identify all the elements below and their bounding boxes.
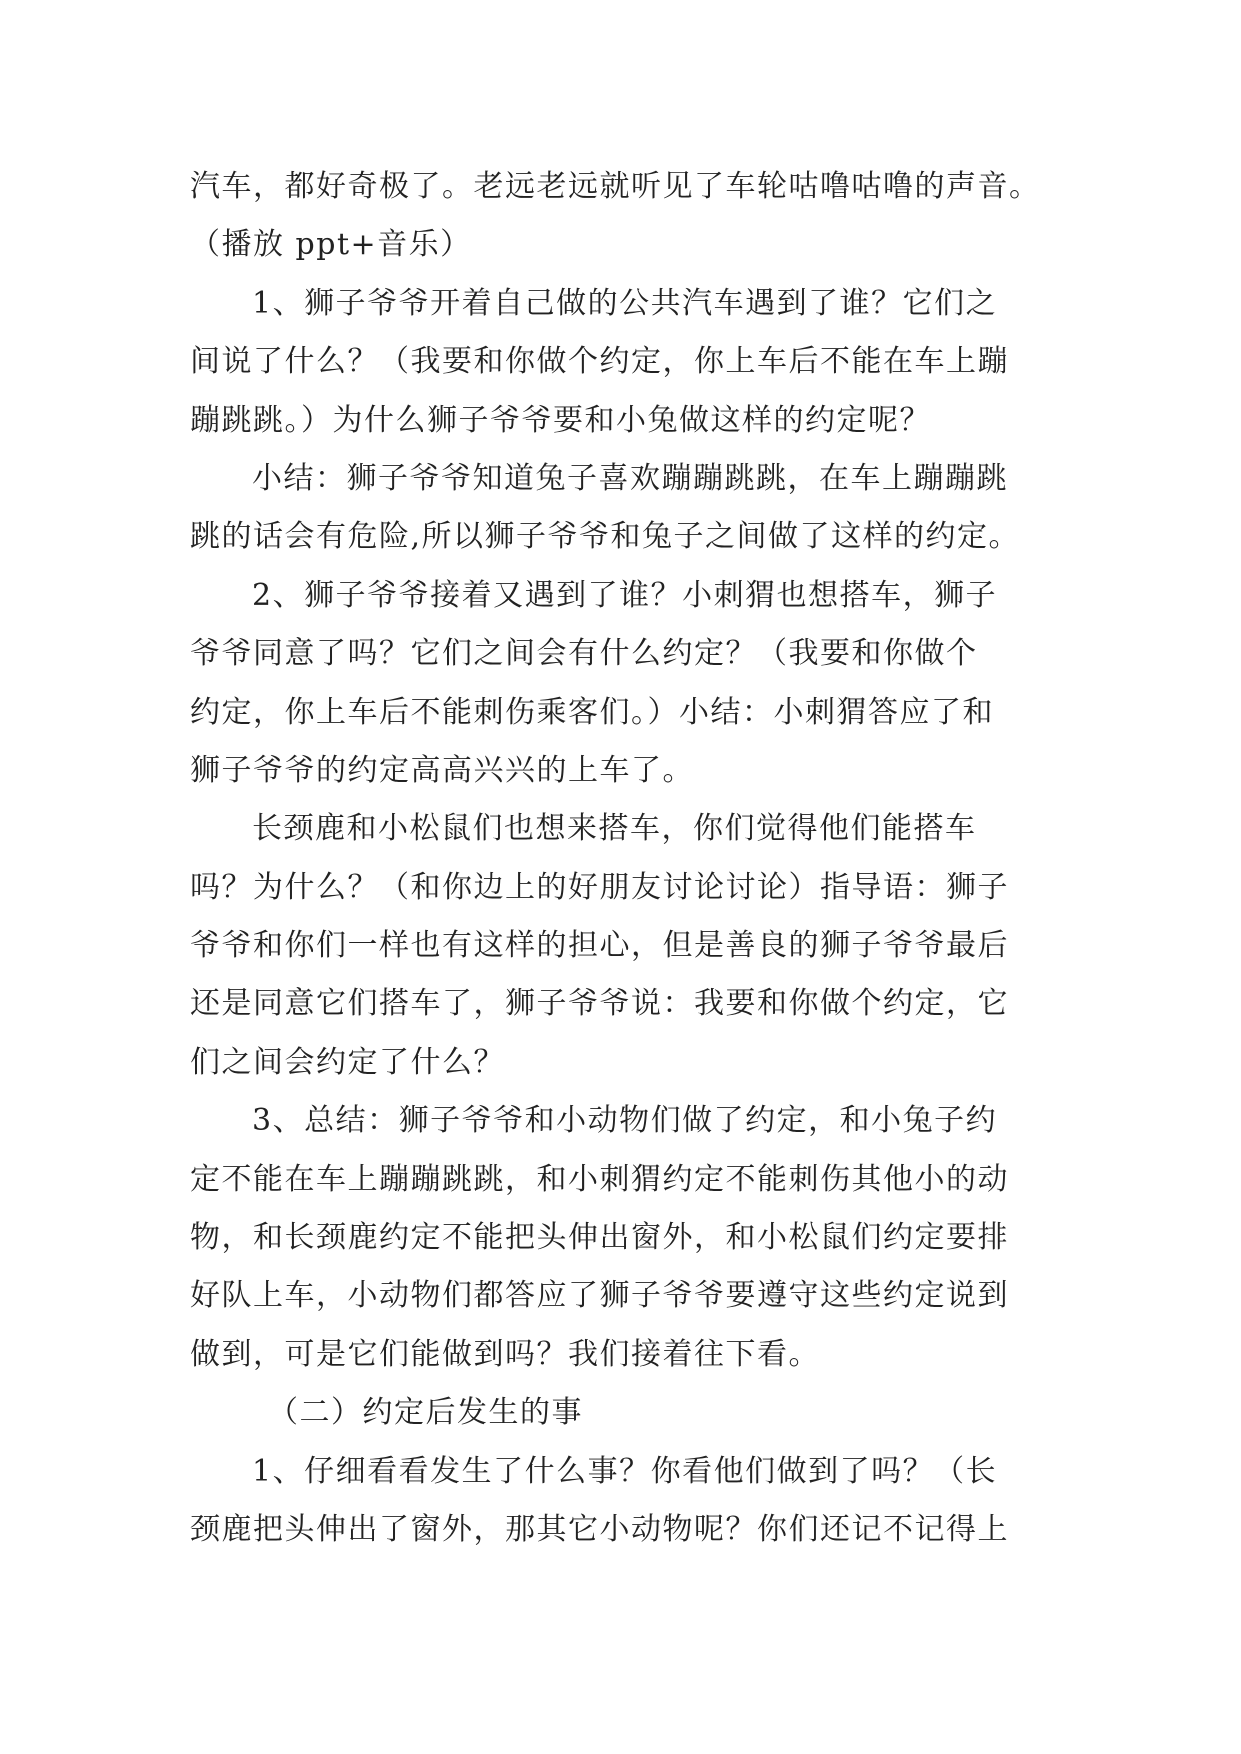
document-page (190, 158, 1048, 1559)
text-line: 汽车，都好奇极了。老远老远就听见了车轮咕噜咕噜的声音。 (190, 169, 1041, 204)
text-line: 约定，你上车后不能刺伤乘客们。）小结：小刺猬答应了和 (190, 694, 994, 730)
text-line: 定不能在车上蹦蹦跳跳，和小刺猬约定不能刺伤其他小的动 (190, 1161, 1009, 1197)
text-line: 还是同意它们搭车了，狮子爷爷说：我要和你做个约定，它 (190, 986, 1009, 1022)
text-line: 们之间会约定了什么？ (190, 1044, 505, 1080)
text-line: 3、总结：狮子爷爷和小动物们做了约定，和小兔子约 (252, 1103, 998, 1139)
text-line: 长颈鹿和小松鼠们也想来搭车，你们觉得他们能搭车 (252, 811, 977, 847)
text-line: 跳的话会有危险,所以狮子爷爷和兔子之间做了这样的约定。 (190, 519, 1021, 555)
text-line: 狮子爷爷的约定高高兴兴的上车了。 (190, 752, 694, 788)
text-line: 好队上车，小动物们都答应了狮子爷爷要遵守这些约定说到 (190, 1278, 1009, 1314)
text-line: 颈鹿把头伸出了窗外，那其它小动物呢？你们还记不记得上 (190, 1511, 1009, 1547)
text-line: 物，和长颈鹿约定不能把头伸出窗外，和小松鼠们约定要排 (190, 1220, 1009, 1256)
text-line: 爷爷同意了吗？它们之间会有什么约定？（我要和你做个 (190, 636, 978, 672)
text-line: 做到，可是它们能做到吗？我们接着往下看。 (190, 1336, 820, 1372)
text-line: 2、狮子爷爷接着又遇到了谁？小刺猬也想搭车，狮子 (252, 577, 998, 613)
text-line: 小结：狮子爷爷知道兔子喜欢蹦蹦跳跳，在车上蹦蹦跳 (252, 460, 1008, 496)
text-line: 1、仔细看看发生了什么事？你看他们做到了吗？（长 (252, 1453, 998, 1489)
text-line: 蹦跳跳。）为什么狮子爷爷要和小兔做这样的约定呢？ (190, 402, 931, 438)
text-line: 爷爷和你们一样也有这样的担心，但是善良的狮子爷爷最后 (190, 928, 1009, 964)
text-line: 1、狮子爷爷开着自己做的公共汽车遇到了谁？它们之 (252, 285, 998, 321)
section-heading: （二）约定后发生的事 (268, 1395, 583, 1431)
text-line: （播放 ppt+音乐） (190, 227, 472, 263)
text-line: 吗？为什么？（和你边上的好朋友讨论讨论）指导语：狮子 (190, 869, 1009, 905)
text-line: 间说了什么？（我要和你做个约定，你上车后不能在车上蹦 (190, 344, 1009, 380)
